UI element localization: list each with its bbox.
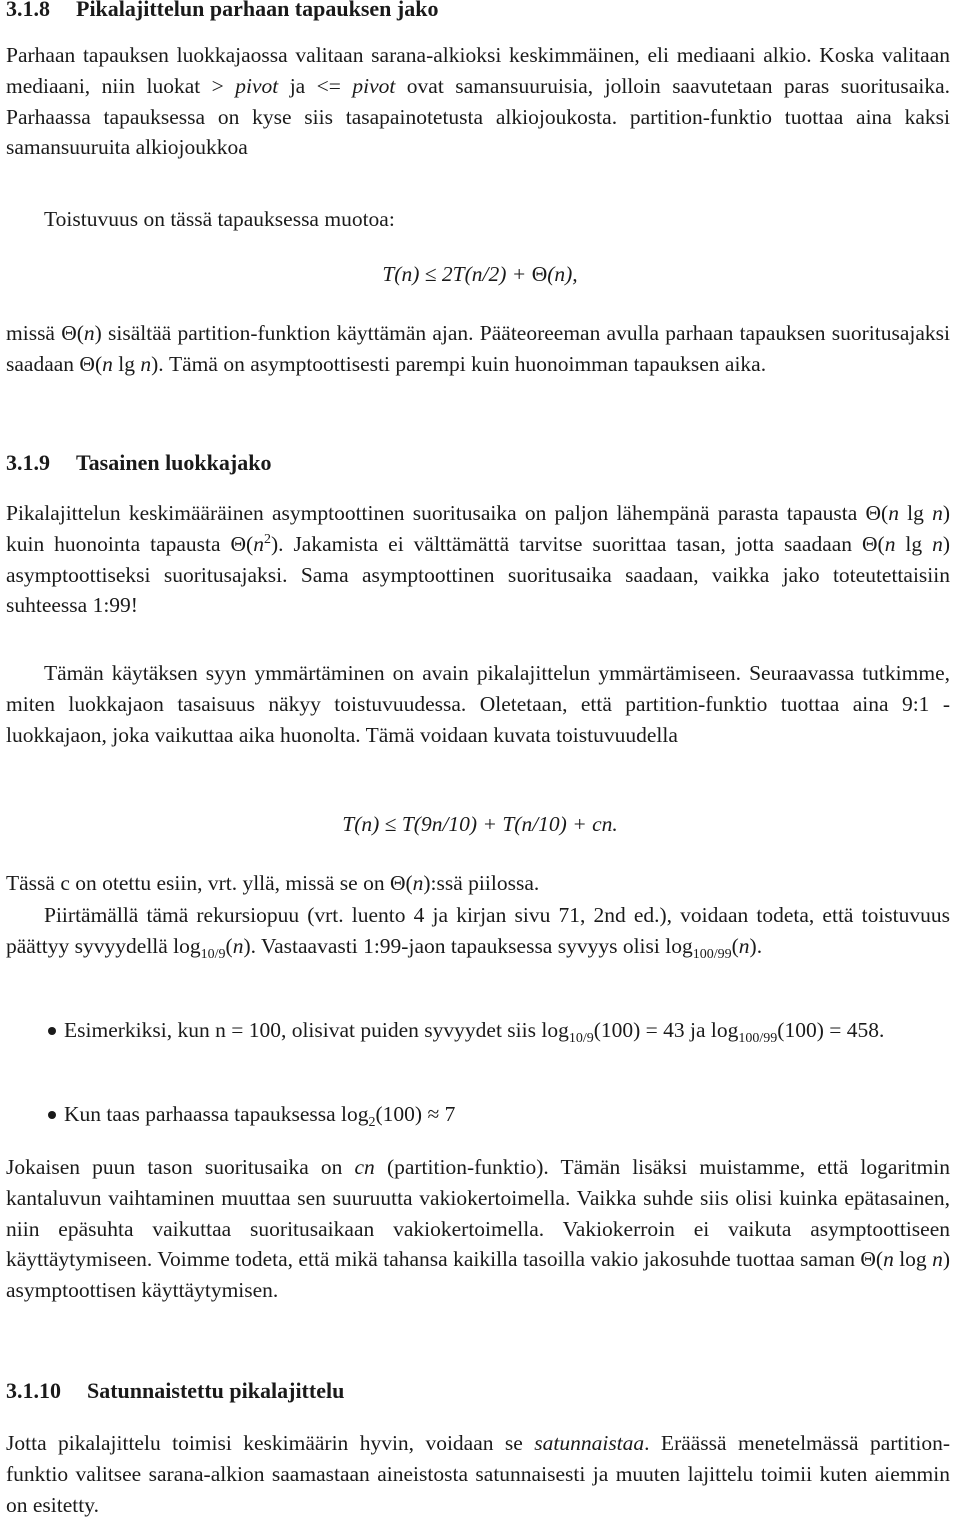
eq-rhs: T(9n/10) + T(n/10) + cn. — [401, 812, 618, 836]
bullet-icon — [48, 1027, 56, 1035]
paragraph-recurrence-form: Toistuvuus on tässä tapauksessa muotoa: — [44, 207, 395, 231]
section-number: 3.1.9 — [6, 450, 50, 475]
text-run: ):ssä piilossa. — [423, 871, 540, 895]
subscript: 100/99 — [692, 946, 732, 962]
section-heading-3-1-8 — [6, 0, 438, 22]
math-var: cn — [354, 1155, 375, 1179]
text-run: (100) ≈ 7 — [375, 1102, 456, 1126]
text-run: ). — [749, 933, 763, 958]
math-var: n — [932, 501, 943, 525]
text-run: ( — [731, 933, 739, 958]
text-run: log — [893, 1247, 933, 1272]
text-run: ) asymptoottiseksi suoritusajaksi. Sama asymptoottinen suoritusaika saadaan, vaikka jako toteutettaisiin suhteessa 1:99! — [6, 531, 950, 618]
math-var: n — [140, 351, 152, 376]
eq-rhs-end: (n), — [547, 262, 578, 286]
math-var: n — [83, 321, 95, 345]
text-run: (partition-funktio). Tämän lisäksi muistamme, että logaritmin kantaluvun vaihtaminen muuttaa sen suuruutta vakiokertoimella. Vaikka suhde siis olisi kuinka epätasainen, niin epäsuhta vaikuttaa suoritusaikaan vakiokertoimella. Vakiokerroin ei vaikuta asymptoottiseen käyttäytymiseen. Voimme todeta, että mikä tahansa kaikilla tasoilla vakio jakosuhde tuottaa saman Θ( — [6, 1155, 950, 1272]
subscript: 100/99 — [738, 1031, 778, 1046]
bullet-item — [6, 1014, 920, 1046]
text-run: lg — [898, 501, 933, 525]
math-var: n — [412, 871, 424, 895]
text-run: ) sisältää partition-funktion käyttämän ajan. Pääteoreeman avulla parhaan tapauksen suoritusajaksi saadaan Θ( — [6, 321, 950, 376]
text-run: Jotta pikalajittelu toimisi keskimäärin hyvin, voidaan se — [6, 1431, 535, 1455]
subscript: 10/9 — [200, 946, 226, 962]
section-heading-3-1-10 — [6, 1378, 344, 1404]
equation-unbalanced — [0, 812, 960, 837]
math-var: n — [932, 1247, 943, 1272]
eq-theta: Θ — [531, 262, 548, 286]
equation-best-case — [0, 262, 960, 287]
subscript: 10/9 — [568, 1031, 594, 1046]
math-var: n — [253, 531, 264, 556]
text-run: Kun taas parhaassa tapauksessa log — [64, 1102, 369, 1126]
eq-lhs: T(n) — [382, 262, 420, 286]
text-run: (100) = 43 ja log — [593, 1018, 739, 1042]
section-number: 3.1.10 — [6, 1378, 61, 1403]
math-var: pivot — [352, 73, 396, 98]
text-run: Esimerkiksi, kun n = 100, olisivat puiden syvyydet siis log — [64, 1018, 569, 1042]
text-run: ) asymptoottisen käyttäytymisen. — [6, 1247, 950, 1303]
section-title: Satunnaistettu pikalajittelu — [87, 1378, 345, 1403]
text-run: Tässä c on otettu esiin, vrt. yllä, missä se on Θ( — [6, 871, 413, 895]
paragraph-master-theorem — [6, 318, 950, 380]
text-run: ovat samansuuruisia, jolloin saavutetaan paras suoritusaika. Parhaassa tapauksessa on kyse siis tasapainotetusta alkiojoukosta. partition-funktio tuottaa aina kaksi samansuuruita alkiojoukkoa — [6, 73, 950, 160]
text-run: Jokaisen puun tason suoritusaika on — [6, 1155, 355, 1179]
section-title: Pikalajittelun parhaan tapauksen jako — [76, 0, 439, 21]
paragraph-constant-c — [6, 868, 950, 899]
text-run: ) kuin huonointa tapausta Θ( — [6, 501, 950, 556]
subscript: 2 — [368, 1115, 376, 1130]
eq-lhs: T(n) — [342, 812, 380, 836]
superscript: 2 — [263, 531, 271, 547]
text-run: ja <= — [278, 73, 353, 98]
math-var: n — [102, 351, 113, 376]
text-run: . Eräässä menetelmässä partition-funktio valitsee sarana-alkion saamastaan aineistosta satunnaisesti ja muuten lajittelu toimii kuten aiemmin on esitetty. — [6, 1431, 950, 1517]
emphasis: satunnaistaa — [534, 1431, 645, 1455]
paragraph-best-case-intro — [6, 40, 950, 163]
text-run: lg — [895, 531, 933, 556]
text-run: Piirtämällä tämä rekursiopuu (vrt. luento 4 ja kirjan sivu 71, 2nd ed.), voidaan todeta, että toistuvuus päättyy syvyydellä log — [6, 903, 950, 958]
math-var: n — [232, 933, 244, 958]
bullet-item — [6, 1098, 920, 1130]
text-run: lg — [112, 351, 141, 376]
paragraph-recursion-tree — [6, 900, 950, 962]
text-run: ). Vastaavasti 1:99-jaon tapauksessa syvyys olisi log — [243, 933, 693, 958]
math-var: n — [884, 531, 896, 556]
math-var: n — [738, 933, 750, 958]
math-var: n — [932, 531, 943, 556]
eq-relation: ≤ — [424, 262, 437, 286]
section-heading-3-1-9 — [6, 450, 271, 476]
text-run: Pikalajittelun keskimääräinen asymptoottinen suoritusaika on paljon lähempänä parasta tapausta Θ( — [6, 501, 889, 525]
paragraph-average-case — [6, 498, 950, 621]
math-var: n — [888, 501, 899, 525]
paragraph-level-cost — [6, 1152, 950, 1306]
eq-rhs: 2T(n/2) + — [441, 262, 532, 286]
text-run: ). Tämä on asymptoottisesti parempi kuin huonoimman tapauksen aika. — [151, 351, 767, 376]
text-run: Parhaan tapauksen luokkajaossa valitaan sarana-alkioksi keskimmäinen, eli mediaani alkio. Koska valitaan mediaani, niin luokat > — [6, 43, 950, 98]
math-var: n — [883, 1247, 894, 1272]
text-run: ( — [225, 933, 233, 958]
math-var: pivot — [235, 73, 279, 98]
text-run: missä Θ( — [6, 321, 84, 345]
bullet-icon — [48, 1111, 56, 1119]
paragraph-split-explanation: Tämän käytäksen syyn ymmärtäminen on avain pikalajittelun ymmärtämiseen. Seuraavassa tutkimme, miten luokkajaon tasaisuus näkyy toistuvuudessa. Oletetaan, että partition-funktio tuottaa aina 9:1 -luokkajaon, joka vaikuttaa aika huonolta. Tämä voidaan kuvata toistuvuudella — [6, 661, 950, 747]
text-run: ). Jakamista ei välttämättä tarvitse suorittaa tasan, jotta saadaan Θ( — [270, 531, 885, 556]
paragraph-randomized — [6, 1428, 950, 1520]
text-run: (100) = 458. — [777, 1018, 885, 1042]
eq-relation: ≤ — [384, 812, 397, 836]
section-title: Tasainen luokkajako — [76, 450, 272, 475]
section-number: 3.1.8 — [6, 0, 50, 21]
